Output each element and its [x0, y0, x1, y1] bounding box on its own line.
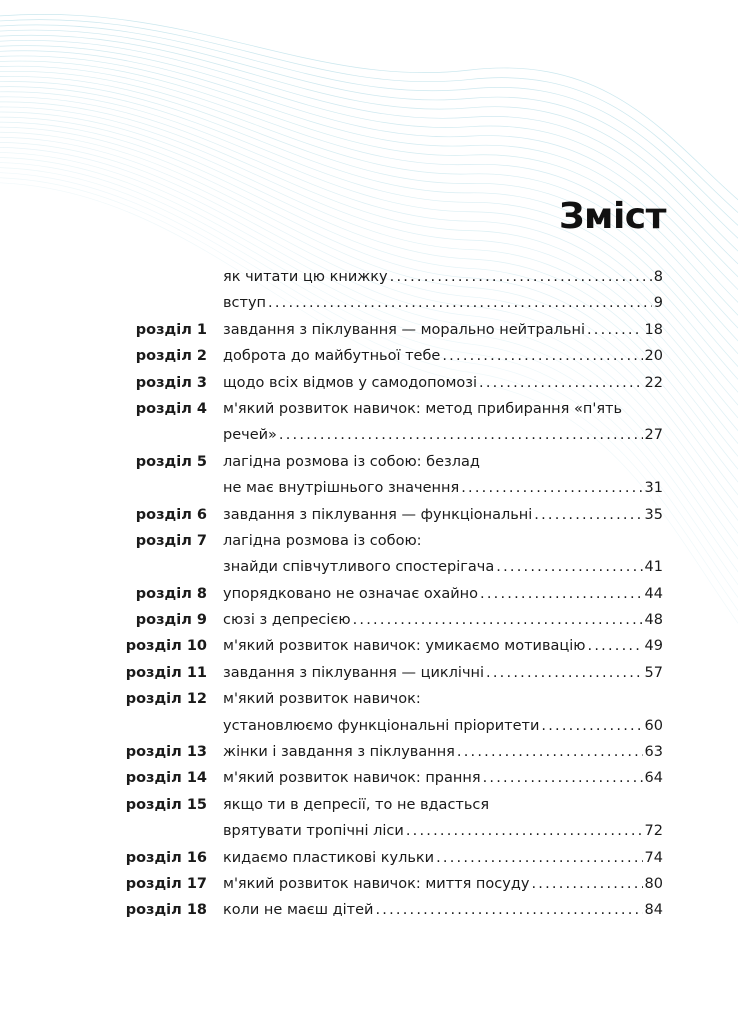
dot-leader [588, 633, 643, 659]
toc-line [0, 686, 738, 712]
toc-entry[interactable] [223, 845, 663, 871]
toc-entry[interactable] [223, 660, 663, 686]
page-number: 20 [644, 348, 663, 365]
page-number: 44 [644, 585, 663, 602]
toc-entry[interactable] [223, 317, 663, 343]
entry-title: упорядковано не означає охайно [223, 585, 478, 602]
chapter-label: розділ 9 [135, 612, 207, 629]
dot-leader [587, 317, 643, 343]
toc-entry[interactable] [223, 686, 663, 712]
page-number: 18 [644, 321, 663, 338]
toc-entry[interactable] [223, 739, 663, 765]
toc-line [0, 581, 738, 607]
toc-line [0, 792, 738, 818]
entry-title: лагідна розмова із собою: безлад [223, 453, 480, 470]
dot-leader [406, 818, 643, 844]
chapter-label: розділ 7 [135, 532, 207, 549]
entry-title: щодо всіх відмов у самодопомозі [223, 374, 477, 391]
toc-line [0, 660, 738, 686]
entry-title: м'який розвиток навичок: миття посуду [223, 875, 530, 892]
wave-line [0, 35, 738, 284]
toc-entry[interactable] [223, 554, 663, 580]
toc-entry[interactable] [223, 871, 663, 897]
toc-line [0, 528, 738, 554]
table-of-contents [0, 264, 738, 924]
chapter-label: розділ 16 [125, 849, 207, 866]
toc-entry[interactable] [223, 792, 663, 818]
chapter-label: розділ 17 [125, 875, 207, 892]
chapter-label: розділ 15 [125, 796, 207, 813]
page-number: 57 [644, 664, 663, 681]
page-title: Зміст [558, 196, 666, 237]
toc-entry[interactable] [223, 475, 663, 501]
page-number: 63 [644, 744, 663, 761]
entry-title: сюзі з депресією [223, 612, 351, 629]
dot-leader [390, 264, 652, 290]
toc-line [0, 633, 738, 659]
entry-title: жінки і завдання з піклування [223, 744, 455, 761]
dot-leader [534, 502, 642, 528]
dot-leader [531, 871, 642, 897]
entry-title: як читати цю книжку [223, 269, 388, 285]
page-number: 49 [644, 638, 663, 655]
entry-title: не має внутрішнього значення [223, 480, 460, 497]
entry-title: коли не маєш дітей [223, 902, 374, 919]
toc-entry[interactable] [223, 343, 663, 369]
entry-title: кидаємо пластикові кульки [223, 849, 435, 866]
toc-line [0, 449, 738, 475]
entry-title: доброта до майбутньої тебе [223, 348, 441, 365]
toc-line [0, 343, 738, 369]
chapter-label: розділ 6 [135, 506, 207, 523]
entry-title: знайди співчутливого спостерігача [223, 559, 495, 576]
entry-title: лагідна розмова із собою: [223, 532, 422, 549]
dot-leader [479, 370, 643, 396]
page-number: 48 [644, 612, 663, 629]
chapter-label: розділ 8 [135, 585, 207, 602]
page-number: 84 [644, 902, 663, 919]
entry-title: м'який розвиток навичок: умикаємо мотивацію [223, 638, 586, 655]
page-number: 8 [653, 269, 663, 285]
dot-leader [436, 845, 642, 871]
entry-title: речей» [223, 427, 277, 444]
entry-title: установлюємо функціональні пріоритети [223, 717, 540, 734]
toc-line [0, 818, 738, 844]
toc-line [0, 765, 738, 791]
entry-title: м'який розвиток навичок: метод прибирання «п'ять [223, 400, 623, 417]
toc-line [0, 713, 738, 739]
toc-entry[interactable] [223, 581, 663, 607]
toc-line [0, 607, 738, 633]
chapter-label: розділ 1 [135, 321, 207, 338]
chapter-label: розділ 5 [135, 453, 207, 470]
entry-title: вступ [223, 295, 267, 312]
entry-title: завдання з піклування — морально нейтральні [223, 321, 585, 338]
dot-leader [541, 713, 642, 739]
toc-entry[interactable] [223, 370, 663, 396]
dot-leader [375, 897, 642, 923]
toc-entry[interactable] [223, 897, 663, 923]
entry-title: врятувати тропічні ліси [223, 823, 404, 840]
toc-entry[interactable] [223, 290, 663, 316]
entry-title: м'який розвиток навичок: прання [223, 770, 481, 787]
toc-line [0, 502, 738, 528]
toc-line [0, 422, 738, 448]
page-number: 74 [644, 849, 663, 866]
chapter-label: розділ 3 [135, 374, 207, 391]
toc-entry[interactable] [223, 449, 663, 475]
toc-entry[interactable] [223, 633, 663, 659]
toc-line [0, 370, 738, 396]
toc-entry[interactable] [223, 422, 663, 448]
chapter-label: розділ 11 [125, 664, 207, 681]
wave-line [0, 40, 738, 297]
dot-leader [483, 765, 643, 791]
dot-leader [480, 581, 643, 607]
toc-entry[interactable] [223, 264, 663, 290]
toc-line [0, 317, 738, 343]
chapter-label: розділ 4 [135, 400, 207, 417]
dot-leader [353, 607, 643, 633]
toc-entry[interactable] [223, 607, 663, 633]
toc-line [0, 290, 738, 316]
chapter-label: розділ 18 [125, 902, 207, 919]
page-number: 41 [644, 559, 663, 576]
page-number: 9 [653, 295, 663, 312]
dot-leader [486, 660, 643, 686]
toc-line [0, 845, 738, 871]
toc-line [0, 396, 738, 422]
toc-entry[interactable] [223, 528, 663, 554]
dot-leader [268, 290, 652, 316]
page-number: 31 [644, 480, 663, 497]
page-number: 72 [644, 823, 663, 840]
dot-leader [457, 739, 643, 765]
toc-line [0, 475, 738, 501]
page-number: 64 [644, 770, 663, 787]
chapter-label: розділ 14 [125, 770, 207, 787]
toc-line [0, 739, 738, 765]
entry-title: завдання з піклування — циклічні [223, 664, 485, 681]
dot-leader [461, 475, 642, 501]
chapter-label: розділ 13 [125, 744, 207, 761]
toc-line [0, 264, 738, 290]
chapter-label: розділ 10 [125, 638, 207, 655]
dot-leader [442, 343, 642, 369]
page-number: 60 [644, 717, 663, 734]
toc-entry[interactable] [223, 396, 663, 422]
toc-line [0, 554, 738, 580]
toc-line [0, 871, 738, 897]
toc-entry[interactable] [223, 818, 663, 844]
chapter-label: розділ 2 [135, 348, 207, 365]
page-number: 22 [644, 374, 663, 391]
toc-entry[interactable] [223, 713, 663, 739]
page-number: 27 [644, 427, 663, 444]
toc-line [0, 897, 738, 923]
dot-leader [496, 554, 642, 580]
entry-title: якщо ти в депресії, то не вдасться [223, 796, 490, 813]
chapter-label: розділ 12 [125, 691, 207, 708]
dot-leader [279, 422, 643, 448]
page-number: 80 [644, 875, 663, 892]
entry-title: м'який розвиток навичок: [223, 691, 421, 708]
toc-entry[interactable] [223, 502, 663, 528]
entry-title: завдання з піклування — функціональні [223, 506, 533, 523]
toc-entry[interactable] [223, 765, 663, 791]
page-number: 35 [644, 506, 663, 523]
